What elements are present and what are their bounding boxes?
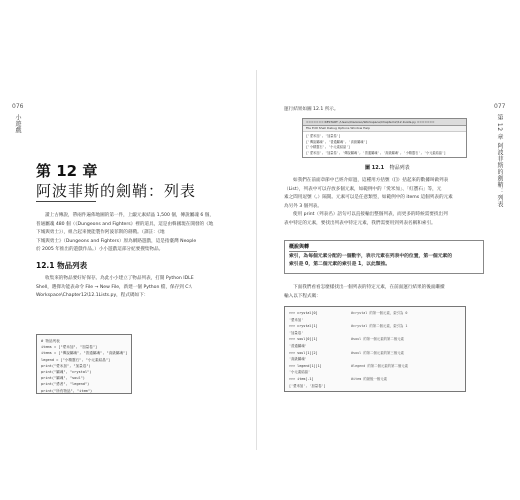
figure-number: 圖 12.1 (365, 165, 385, 171)
figure-title: 物品列表 (389, 165, 410, 171)
code-line: # 物品列表 (41, 339, 60, 343)
code-line: print("屬魂", "crystal") (41, 370, 92, 375)
intro-line: 運行結果如圖 12.1 所示。 (284, 107, 339, 112)
list-paragraph: 如我們在前面章節中已經介紹過，這種用方括號（[]）括起來的數據叫做列表 （List），列表中可以存放多個元素，如範例中的「愛米加」、「紅寶石」等，元 素之間用逗號（,）隔開。元素可以是任意類型，如範例中的 items 這個列表的元素 為另外 3 個列表。 使用 print（列表名）語句可以直接輸出整個列表，而更多的時候需要找出列 表中特定的元素，要找出列表中特定元素，我們需要用到列表名稱和索引。 (284, 178, 453, 226)
code-row: '小元素結晶' (289, 370, 311, 375)
right-page (262, 70, 514, 450)
note-body: 索引，為每個元素分配的一個數字，表示元素在列表中的位置，第一個元素的 索引是 0，第二個元素的索引是 1，以此類推。 (289, 254, 453, 268)
interactive-code-block (284, 306, 466, 392)
chapter-number: 第 12 章 (36, 162, 98, 180)
code-row: '高級屬魂' (289, 357, 307, 362)
intro-paragraph: 讀上古傳說，帶兩件遍佈地圖的第一件，上緞元素結晶 1,500 個，傳說屬魂 6 個， 普通屬魂 480 個（《Dungeons and Fighters》裡的道具，這是由韓國現在開發的《地 下城與勇士》），組合起來便能製作阿波菲斯的劍鞘。（譯註：《地 下城與勇士》（Dungeons and Fighters）原為網路遊戲，這是指臺灣 Neople 於 2005 年推出的遊戲作品。）小小遊戲這部分紀要搜集物品。 (36, 213, 214, 253)
code-row: >>> item[-1] #item 的最後一個元素 (289, 376, 387, 381)
chapter-rule (36, 201, 96, 202)
code-row: ['愛米加', '加量卷'] (289, 383, 326, 388)
section-paragraph: 收集來的物品要好好保存。為此小小建立了物品列表，打開 Python IDLE Shell，選擇功能表命令 File → New File，新建一個 Python 檔，保存到 C:\ Workspace\Chapter12\12.1Lists.py，程式碼如下： (36, 276, 194, 299)
left-page (6, 70, 257, 450)
code-row: >>> soul[1][2] #soul 的第二個元素的第三個元素 (289, 350, 404, 355)
code-row: '愛米加' (289, 317, 304, 322)
page-number: 077 (494, 103, 506, 110)
screenshot-title-bar: ======= RESTART: /Users/Xiaoxiao/Workspace/Chapter12/12.1Lists.py ======= (303, 119, 466, 126)
code-row: >>> crystal[0] #crystal 的第一個元素，索引為 0 (289, 311, 408, 315)
chapter-title: 阿波菲斯的劍鞘：列表 (36, 182, 197, 200)
code-line: print("所有物品", "item") (41, 388, 93, 393)
note-box (284, 240, 484, 274)
running-head: 第 12 章 阿波菲斯的劍鞘：列表 (496, 114, 503, 208)
code-line: print("勇者", "legend") (41, 382, 90, 387)
note-rule (289, 251, 317, 252)
running-head: 小遊戲 (14, 114, 21, 134)
code-line: print("屬魂", "soul") (41, 376, 85, 381)
code-line: items = ["傳說屬魂", "普通屬魂", "高級屬魂"] (41, 351, 127, 356)
note-title: 概說與轉 (289, 244, 310, 250)
page-number: 076 (12, 103, 24, 110)
code-row: >>> soul[0][1] #soul 的第一個元素的第二個元素 (289, 337, 404, 342)
screenshot-menu-bar: File Edit Shell Debug Options Window Help (303, 126, 466, 132)
code-row: '加量卷' (289, 330, 304, 335)
code-row: '普通屬魂' (289, 343, 307, 348)
code-row: >>> crystal[1] #crystal 的第二個元素，索引為 1 (289, 324, 408, 329)
code-line: items = ["愛米加", "加量卷"] (41, 345, 98, 350)
code-intro-paragraph: 下面我們看看怎麼樣找出一個列表的特定元素，在前面運行結果的後面繼續 輸入以下程式碼： (284, 285, 445, 299)
code-row: >>> legend[1][1] #legend 的第二個元素的第二個元素 (289, 363, 409, 368)
code-line: legend = ["小精靈石", "小元素結晶"] (41, 357, 111, 362)
screenshot-output: ['愛米加', '加量卷'] ['傳說屬魂', '普通屬魂', '高級屬魂'] ['小精靈石', '小元素結晶'] ['愛米加', '加量卷', '傳說屬魂', '普通屬魂', '高級屬魂', '小精靈石', '小元素結晶'] (306, 134, 446, 155)
figure-caption (365, 164, 410, 171)
code-block (36, 334, 132, 394)
section-heading: 12.1 物品列表 (36, 261, 88, 270)
idle-screenshot (302, 118, 467, 158)
code-line: print("愛米加", "加量卷") (41, 363, 91, 368)
